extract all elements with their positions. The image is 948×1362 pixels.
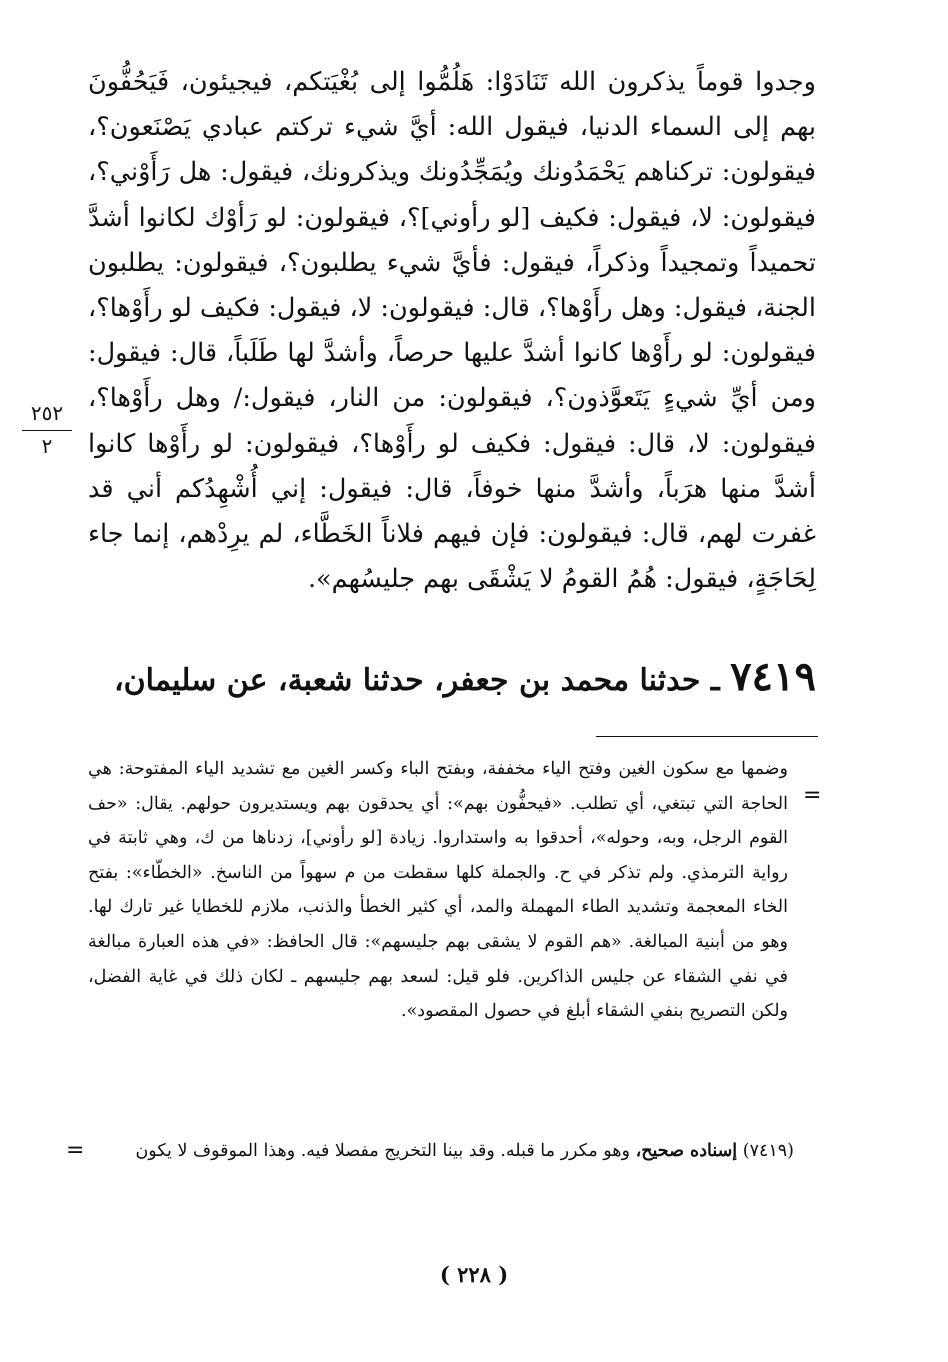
hadith-number: ٧٤١٩: [730, 653, 816, 700]
margin-ref-volume: ٢٥٢: [30, 401, 64, 425]
footnote-grade: إسناده صحيح،: [635, 1141, 738, 1161]
footnote-number: (٧٤١٩): [742, 1141, 794, 1161]
hadith-heading: [88, 652, 816, 706]
continuation-mark-top: =: [803, 783, 822, 808]
footnote-separator: [596, 736, 818, 737]
footnote-7419: [86, 1134, 794, 1168]
hadith-intro: ـ حدثنا محمد بن جعفر، حدثنا شعبة، عن سليمان،: [113, 663, 720, 698]
main-text-paragraph: وجدوا قوماً يذكرون الله تَنَادَوْا: هَلُمُّوا إلى بُغْيَتكم، فيجيئون، فَيَحُفُّونَ بهم إلى السماء الدنيا، فيقول الله: أيَّ شيء تركتم عبادي يَصْنَعون؟، فيقولون: تركناهم يَحْمَدُونك ويُمَجِّدُونك ويذكرونك، فيقول: هل رَأَوْني؟، فيقولون: لا، فيقول: فكيف [لو رأوني]؟، فيقولون: لو رَأوْك لكانوا أشدَّ تحميداً وتمجيداً وذكراً، فيقول: فأيَّ شيء يطلبون؟، فيقولون: يطلبون الجنة، فيقول: وهل رأَوْها؟، قال: فيقولون: لا، فيقول: فكيف لو رأَوْها؟، فيقولون: لو رأَوْها كانوا أشدَّ عليها حرصاً، وأشدَّ لها طَلَباً، قال: فيقول: ومن أيِّ شيءٍ يَتَعوَّذون؟، فيقولون: من النار، فيقول:/ وهل رأَوْها؟، فيقولون: لا، قال: فيقول: فكيف لو رأَوْها؟، فيقولون: لو رأَوْها كانوا أشدَّ منها هرَباً، وأشدَّ منها خوفاً، قال: فيقول: إني أُشْهِدُكم أني قد غفرت لهم، قال: فيقولون: فإن فيهم فلاناً الخَطَّاء، لم يرِدْهم، إنما جاء لِحَاجَةٍ، فيقول: هُمُ القومُ لا يَشْقَى بهم جليسُهم».: [88, 67, 816, 595]
main-text-block: [88, 60, 816, 602]
page-number: ( ٢٢٨ ): [439, 1262, 509, 1287]
margin-reference: [16, 400, 78, 457]
footnote-continued: وضمها مع سكون الغين وفتح الياء مخففة، وبفتح الباء وكسر الغين مع تشديد الياء المفتوحة: هي الحاجة التي تبتغي، أي تطلب. «فيحفُّون بهم»: أي يحدقون بهم ويستديرون حولهم. يقال: «حف القوم الرجل، وبه، وحوله»، أحدقوا به واستداروا. زيادة [لو رأوني]، زدناها من ك، وهي ثابتة في رواية الترمذي. ولم تذكر في ح. والجملة كلها سقطت من م سهواً من الناسخ. «الخطّاء»: بفتح الخاء المعجمة وتشديد الطاء المهملة والمد، أي كثير الخطأ والذنب، ملازم للخطايا غير تارك لها. وهو من أبنية المبالغة. «هم القوم لا يشقى بهم جليسهم»: قال الحافظ: «في هذه العبارة مبالغة في نفي الشقاء عن جليس الذاكرين. فلو قيل: لسعد بهم جليسهم ـ لكان ذلك في غاية الفضل، ولكن التصريح بنفي الشقاء أبلغ في حصول المقصود».: [88, 759, 788, 1022]
margin-ref-page: ٢: [41, 434, 53, 458]
footnote-body: وهو مكرر ما قبله. وقد بينا التخريج مفصلا فيه. وهذا الموقوف لا يكون: [135, 1141, 630, 1161]
continuation-mark-bottom: =: [66, 1138, 85, 1163]
margin-ref-rule: [22, 430, 72, 431]
